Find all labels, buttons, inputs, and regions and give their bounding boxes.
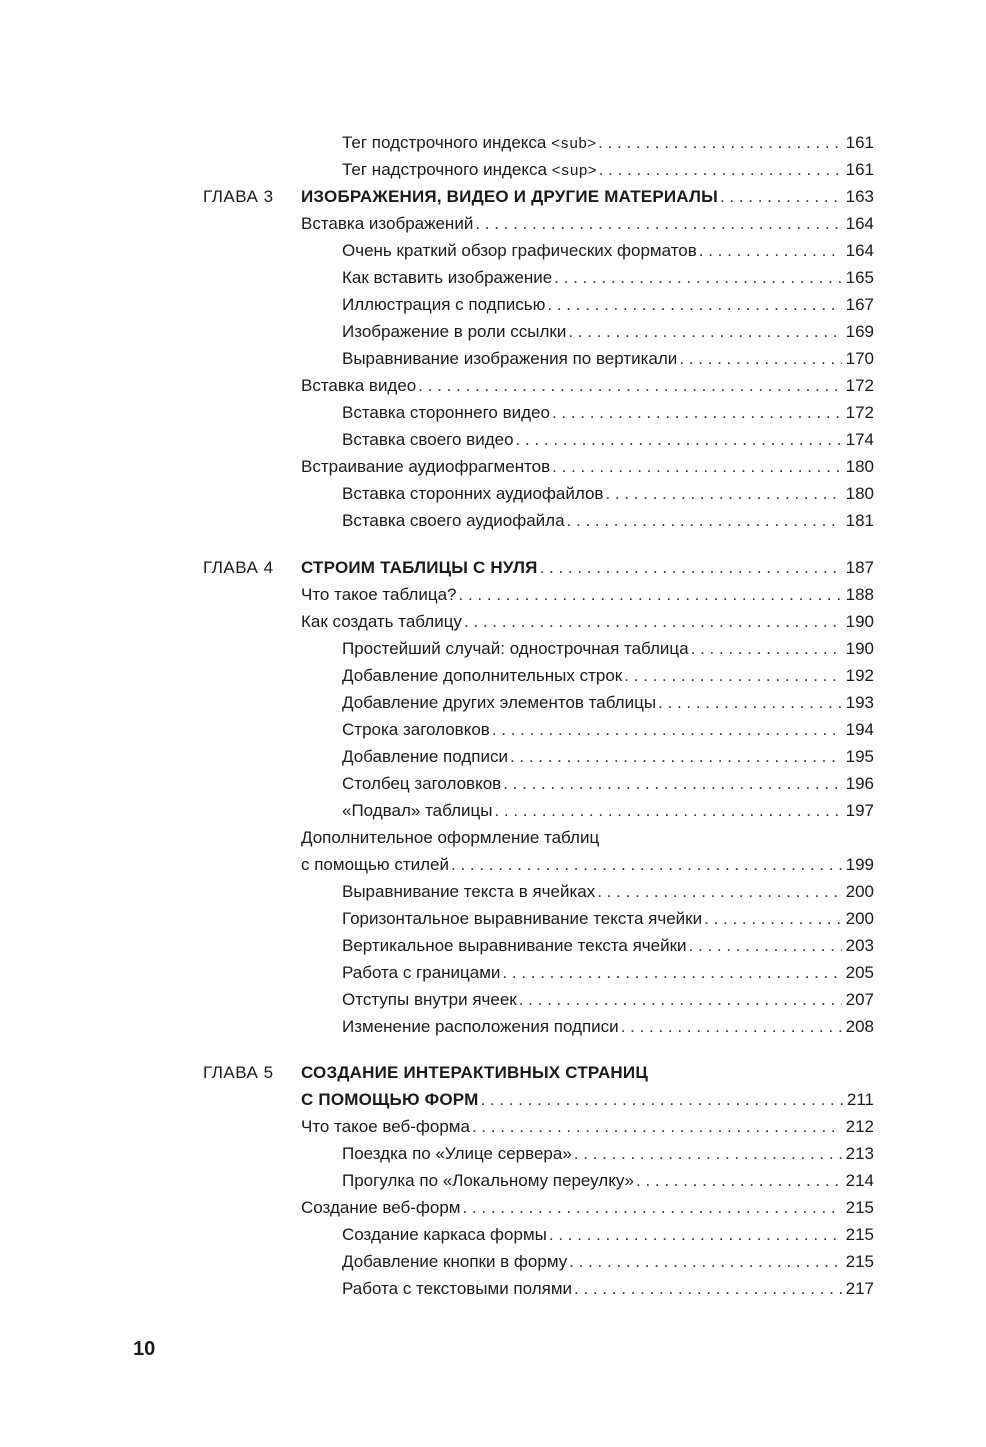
entry-page-number: 164 xyxy=(845,241,874,260)
leader-dots xyxy=(568,319,841,345)
toc-row xyxy=(0,663,986,689)
entry-title: Строка заголовков xyxy=(342,720,490,739)
entry-title: Изображение в роли ссылки xyxy=(342,322,567,341)
entry-page-number: 215 xyxy=(845,1225,874,1244)
toc-row xyxy=(0,1249,986,1275)
toc-entry[interactable] xyxy=(342,157,874,185)
leader-dots xyxy=(519,987,842,1013)
toc-row xyxy=(0,238,986,264)
entry-title: Вставка своего аудиофайла xyxy=(342,511,565,530)
toc-row xyxy=(0,1060,986,1086)
toc-row xyxy=(0,481,986,507)
toc-entry[interactable] xyxy=(342,744,874,770)
entry-page-number: 180 xyxy=(845,457,874,476)
toc-entry[interactable] xyxy=(301,454,874,480)
toc-row xyxy=(0,1195,986,1221)
toc-entry[interactable] xyxy=(301,373,874,399)
entry-page-number: 169 xyxy=(845,322,874,341)
entry-title: Вставка видео xyxy=(301,376,417,395)
toc-row xyxy=(0,1014,986,1040)
leader-dots xyxy=(597,879,841,905)
toc-row xyxy=(0,211,986,237)
toc-entry[interactable] xyxy=(342,427,874,453)
entry-title: Изменение расположения подписи xyxy=(342,1017,619,1036)
leader-dots xyxy=(540,555,842,581)
entry-title: Выравнивание текста в ячейках xyxy=(342,882,596,901)
toc-row xyxy=(0,852,986,878)
entry-page-number: 188 xyxy=(845,585,874,604)
entry-page-number: 161 xyxy=(845,133,874,152)
toc-row xyxy=(0,771,986,797)
entry-page-number: 181 xyxy=(845,511,874,530)
leader-dots xyxy=(605,481,841,507)
chapter-entry[interactable] xyxy=(301,555,874,581)
toc-row xyxy=(0,582,986,608)
entry-page-number: 212 xyxy=(845,1117,874,1136)
entry-title: С ПОМОЩЬЮ ФОРМ xyxy=(301,1090,479,1109)
toc-row xyxy=(0,265,986,291)
toc-row xyxy=(0,636,986,662)
toc-entry[interactable] xyxy=(342,1249,874,1275)
entry-title: Иллюстрация с подписью xyxy=(342,295,546,314)
toc-row xyxy=(0,346,986,372)
entry-title: Вставка сторонних аудиофайлов xyxy=(342,484,604,503)
toc-row xyxy=(0,1168,986,1194)
leader-dots xyxy=(464,609,842,635)
entry-title: Работа с текстовыми полями xyxy=(342,1279,573,1298)
leader-dots xyxy=(462,1195,841,1221)
toc-row xyxy=(0,184,986,210)
toc-row xyxy=(0,373,986,399)
toc-row xyxy=(0,933,986,959)
entry-title: Столбец заголовков xyxy=(342,774,502,793)
entry-page-number: 161 xyxy=(845,160,874,179)
toc-entry[interactable] xyxy=(342,636,874,662)
entry-title: «Подвал» таблицы xyxy=(342,801,493,820)
toc-entry[interactable] xyxy=(342,508,874,534)
toc-row xyxy=(0,987,986,1013)
toc-row xyxy=(0,825,986,851)
entry-title: Добавление других элементов таблицы xyxy=(342,693,657,712)
toc-row xyxy=(0,906,986,932)
toc-row xyxy=(0,960,986,986)
leader-dots xyxy=(475,211,841,237)
toc-entry[interactable] xyxy=(342,663,874,689)
entry-code: <sub> xyxy=(551,136,597,153)
toc-row xyxy=(0,319,986,345)
leader-dots xyxy=(689,933,842,959)
entry-page-number: 164 xyxy=(845,214,874,233)
toc-row xyxy=(0,157,986,183)
entry-page-number: 170 xyxy=(845,349,874,368)
toc-entry[interactable] xyxy=(342,481,874,507)
leader-dots xyxy=(699,238,842,264)
entry-page-number: 211 xyxy=(846,1090,874,1109)
entry-page-number: 190 xyxy=(845,639,874,658)
leader-dots xyxy=(418,373,841,399)
toc-entry[interactable] xyxy=(301,852,874,878)
entry-page-number: 187 xyxy=(845,558,874,577)
leader-dots xyxy=(492,717,842,743)
entry-page-number: 172 xyxy=(845,376,874,395)
chapter-label: ГЛАВА 5 xyxy=(203,1063,274,1082)
entry-page-number: 200 xyxy=(845,909,874,928)
leader-dots xyxy=(451,852,842,878)
entry-page-number: 207 xyxy=(845,990,874,1009)
entry-page-number: 208 xyxy=(845,1017,874,1036)
entry-title: Работа с границами xyxy=(342,963,501,982)
toc-row xyxy=(0,1114,986,1140)
entry-page-number: 214 xyxy=(845,1171,874,1190)
toc-row xyxy=(0,454,986,480)
chapter-label: ГЛАВА 3 xyxy=(203,187,274,206)
toc-entry[interactable] xyxy=(342,771,874,797)
toc-entry[interactable] xyxy=(342,238,874,264)
leader-dots xyxy=(552,454,841,480)
toc-entry[interactable] xyxy=(342,292,874,318)
toc-row xyxy=(0,292,986,318)
entry-title: Дополнительное оформление таблиц xyxy=(301,828,600,847)
toc-entry[interactable] xyxy=(342,690,874,716)
entry-title: Как вставить изображение xyxy=(342,268,553,287)
entry-title: с помощью стилей xyxy=(301,855,449,874)
leader-dots xyxy=(494,798,841,824)
entry-page-number: 165 xyxy=(845,268,874,287)
leader-dots xyxy=(472,1114,842,1140)
entry-title: Вертикальное выравнивание текста ячейки xyxy=(342,936,687,955)
entry-title: Поездка по «Улице сервера» xyxy=(342,1144,572,1163)
leader-dots xyxy=(636,1168,842,1194)
entry-page-number: 167 xyxy=(845,295,874,314)
toc-entry[interactable] xyxy=(301,1195,874,1221)
leader-dots xyxy=(720,184,842,210)
toc-entry[interactable] xyxy=(342,1014,874,1040)
chapter-entry[interactable] xyxy=(301,184,874,210)
entry-title: Выравнивание изображения по вертикали xyxy=(342,349,678,368)
entry-title: Вставка изображений xyxy=(301,214,474,233)
leader-dots xyxy=(502,960,841,986)
toc-entry[interactable] xyxy=(342,879,874,905)
leader-dots xyxy=(621,1014,842,1040)
toc-entry[interactable] xyxy=(342,400,874,426)
leader-dots xyxy=(569,1249,841,1275)
entry-page-number: 197 xyxy=(845,801,874,820)
entry-page-number: 180 xyxy=(845,484,874,503)
leader-dots xyxy=(549,1222,842,1248)
entry-title: Прогулка по «Локальному переулку» xyxy=(342,1171,634,1190)
entry-page-number: 195 xyxy=(845,747,874,766)
leader-dots xyxy=(599,157,842,183)
entry-title: Добавление кнопки в форму xyxy=(342,1252,568,1271)
entry-title: Добавление дополнительных строк xyxy=(342,666,623,685)
toc-entry[interactable] xyxy=(342,906,874,932)
toc-entry[interactable] xyxy=(342,1276,874,1302)
leader-dots xyxy=(679,346,841,372)
entry-page-number: 194 xyxy=(845,720,874,739)
leader-dots xyxy=(459,582,842,608)
page-number: 10 xyxy=(133,1338,156,1360)
leader-dots xyxy=(480,1087,842,1113)
entry-page-number: 199 xyxy=(845,855,874,874)
entry-page-number: 203 xyxy=(845,936,874,955)
toc-entry[interactable] xyxy=(301,609,874,635)
entry-page-number: 172 xyxy=(845,403,874,422)
entry-page-number: 213 xyxy=(845,1144,874,1163)
toc-entry[interactable] xyxy=(342,933,874,959)
toc-row xyxy=(0,1141,986,1167)
leader-dots xyxy=(574,1141,842,1167)
entry-title: Что такое таблица? xyxy=(301,585,457,604)
leader-dots xyxy=(503,771,841,797)
entry-page-number: 163 xyxy=(845,187,874,206)
leader-dots xyxy=(510,744,842,770)
entry-page-number: 217 xyxy=(845,1279,874,1298)
entry-title: Вставка своего видео xyxy=(342,430,514,449)
leader-dots xyxy=(691,636,842,662)
leader-dots xyxy=(658,690,842,716)
entry-page-number: 190 xyxy=(845,612,874,631)
entry-title: Отступы внутри ячеек xyxy=(342,990,517,1009)
toc-row xyxy=(0,690,986,716)
toc-row xyxy=(0,717,986,743)
entry-title: Создание каркаса формы xyxy=(342,1225,547,1244)
entry-page-number: 192 xyxy=(845,666,874,685)
leader-dots xyxy=(598,130,842,156)
toc-entry[interactable] xyxy=(301,211,874,237)
chapter-entry[interactable] xyxy=(301,1087,874,1113)
toc-row xyxy=(0,879,986,905)
toc-entry[interactable] xyxy=(342,1141,874,1167)
toc-entry[interactable] xyxy=(342,1168,874,1194)
entry-page-number: 205 xyxy=(845,963,874,982)
toc-row xyxy=(0,508,986,534)
leader-dots xyxy=(516,427,842,453)
entry-title: Тег подстрочного индекса <sub> xyxy=(342,133,597,153)
entry-title: ИЗОБРАЖЕНИЯ, ВИДЕО И ДРУГИЕ МАТЕРИАЛЫ xyxy=(301,187,718,206)
entry-title: Создание веб-форм xyxy=(301,1198,461,1217)
toc-entry[interactable] xyxy=(342,798,874,824)
toc-entry[interactable] xyxy=(342,960,874,986)
entry-title: СТРОИМ ТАБЛИЦЫ С НУЛЯ xyxy=(301,558,538,577)
toc-row xyxy=(0,1222,986,1248)
toc-entry[interactable] xyxy=(301,1114,874,1140)
entry-page-number: 196 xyxy=(845,774,874,793)
entry-title: Встраивание аудиофрагментов xyxy=(301,457,551,476)
leader-dots xyxy=(552,400,842,426)
entry-title: Что такое веб-форма xyxy=(301,1117,470,1136)
toc-entry[interactable] xyxy=(342,130,874,158)
entry-page-number: 193 xyxy=(845,693,874,712)
toc-row xyxy=(0,555,986,581)
toc-row xyxy=(0,400,986,426)
toc-row xyxy=(0,130,986,156)
toc-row xyxy=(0,1087,986,1113)
entry-title: Очень краткий обзор графических форматов xyxy=(342,241,697,260)
leader-dots xyxy=(704,906,842,932)
entry-title: Как создать таблицу xyxy=(301,612,462,631)
entry-code: <sup> xyxy=(551,163,597,180)
toc-row xyxy=(0,427,986,453)
entry-title: Вставка стороннего видео xyxy=(342,403,550,422)
entry-title: СОЗДАНИЕ ИНТЕРАКТИВНЫХ СТРАНИЦ xyxy=(301,1063,648,1082)
toc-entry[interactable] xyxy=(342,346,874,372)
leader-dots xyxy=(624,663,841,689)
toc-entry[interactable] xyxy=(342,319,874,345)
toc-row xyxy=(0,744,986,770)
toc-entry[interactable] xyxy=(342,987,874,1013)
entry-page-number: 215 xyxy=(845,1198,874,1217)
toc-entry[interactable] xyxy=(342,717,874,743)
entry-title: Тег надстрочного индекса <sup> xyxy=(342,160,597,180)
leader-dots xyxy=(567,508,842,534)
entry-page-number: 174 xyxy=(845,430,874,449)
leader-dots xyxy=(574,1276,842,1302)
toc-entry[interactable] xyxy=(301,582,874,608)
entry-title: Простейший случай: однострочная таблица xyxy=(342,639,689,658)
leader-dots xyxy=(554,265,841,291)
chapter-label: ГЛАВА 4 xyxy=(203,558,274,577)
entry-title: Горизонтальное выравнивание текста ячейки xyxy=(342,909,703,928)
toc-row xyxy=(0,609,986,635)
toc-entry[interactable] xyxy=(342,1222,874,1248)
toc-entry[interactable] xyxy=(342,265,874,291)
toc-row xyxy=(0,798,986,824)
entry-title: Добавление подписи xyxy=(342,747,508,766)
entry-page-number: 215 xyxy=(845,1252,874,1271)
toc-row xyxy=(0,1276,986,1302)
entry-page-number: 200 xyxy=(845,882,874,901)
leader-dots xyxy=(547,292,841,318)
